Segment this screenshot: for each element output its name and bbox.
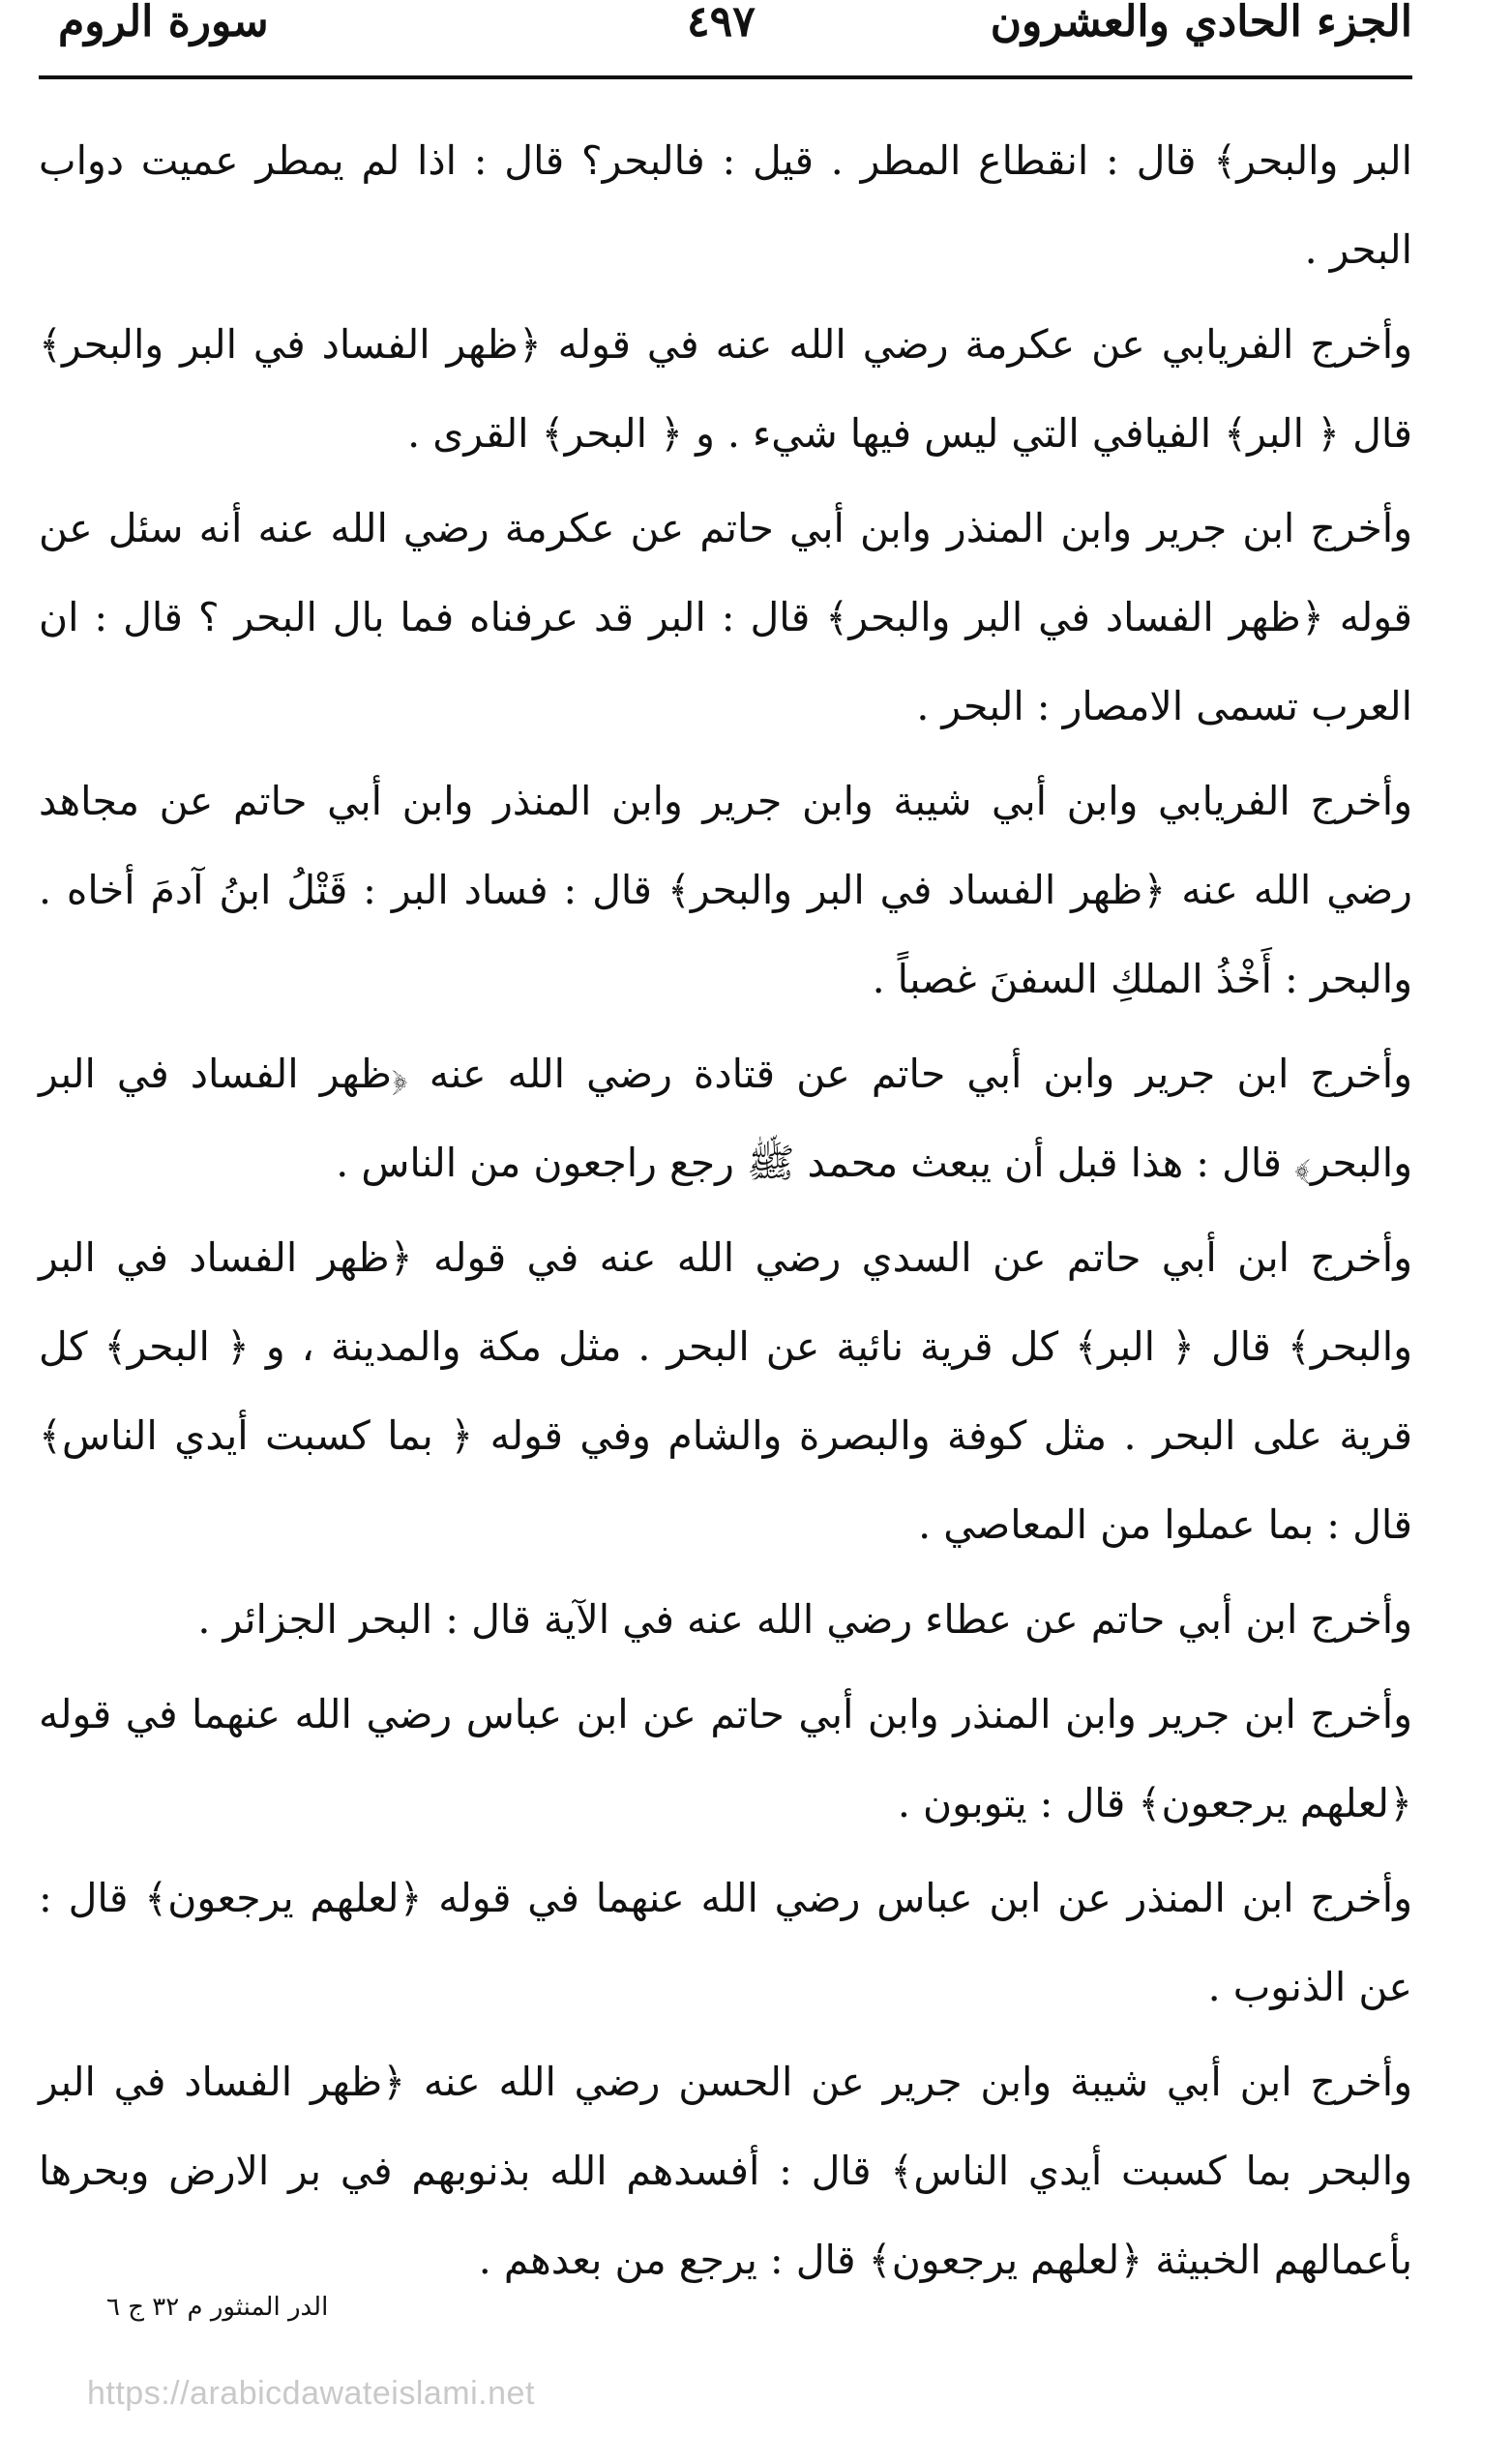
paragraph: وأخرج ابن جرير وابن أبي حاتم عن قتادة رضي الله عنه ﴿ظهر الفساد في البر والبحر﴾ قال : هذا قبل أن يبعث محمد ﷺ رجع راجعون من الناس . — [39, 1051, 1412, 1186]
paragraph: وأخرج الفريابي وابن أبي شيبة وابن جرير وابن المنذر وابن أبي حاتم عن مجاهد رضي الله عنه ﴿ظهر الفساد في البر والبحر﴾ قال : فساد البر : قَتْلُ ابنُ آدمَ أخاه . والبحر : أَخْذُ الملكِ السفنَ غصباً . — [39, 778, 1412, 1002]
paragraph: وأخرج ابن المنذر عن ابن عباس رضي الله عنهما في قوله ﴿لعلهم يرجعون﴾ قال : عن الذنوب . — [39, 1875, 1412, 2010]
surah-title: سورة الروم — [58, 0, 269, 46]
paragraph: وأخرج الفريابي عن عكرمة رضي الله عنه في قوله ﴿ظهر الفساد في البر والبحر﴾ قال ﴿ البر﴾ الفيافي التي ليس فيها شيء . و ﴿ البحر﴾ القرى . — [39, 321, 1412, 457]
paragraph: البر والبحر﴾ قال : انقطاع المطر . قيل : فالبحر؟ قال : اذا لم يمطر عميت دواب البحر . — [39, 137, 1412, 273]
page-number: ٤٩٧ — [687, 0, 756, 46]
watermark-url: https://arabicdawateislami.net — [87, 2375, 535, 2412]
paragraph: وأخرج ابن أبي حاتم عن عطاء رضي الله عنه في الآية قال : البحر الجزائر . — [197, 1596, 1412, 1643]
paragraph: وأخرج ابن جرير وابن المنذر وابن أبي حاتم عن ابن عباس رضي الله عنهما في قوله ﴿لعلهم يرجعون﴾ قال : يتوبون . — [39, 1691, 1412, 1826]
part-title: الجزء الحادي والعشرون — [990, 0, 1412, 46]
paragraph: وأخرج ابن جرير وابن المنذر وابن أبي حاتم عن عكرمة رضي الله عنه أنه سئل عن قوله ﴿ظهر الفساد في البر والبحر﴾ قال : البر قد عرفناه فما بال البحر ؟ قال : ان العرب تسمى الامصار : البحر . — [39, 505, 1412, 729]
paragraph: وأخرج ابن أبي شيبة وابن جرير عن الحسن رضي الله عنه ﴿ظهر الفساد في البر والبحر بما كسبت أيدي الناس﴾ قال : أفسدهم الله بذنوبهم في بر الارض وبحرها بأعمالهم الخبيثة ﴿لعلهم يرجعون﴾ قال : يرجع من بعدهم . — [39, 2059, 1412, 2283]
book-page — [39, 0, 1412, 2463]
header-rule — [39, 75, 1412, 79]
source-footnote: الدر المنثور م ٣٢ ج ٦ — [106, 2293, 329, 2322]
running-header — [39, 0, 1412, 75]
paragraph: وأخرج ابن أبي حاتم عن السدي رضي الله عنه في قوله ﴿ظهر الفساد في البر والبحر﴾ قال ﴿ البر﴾ كل قرية نائية عن البحر . مثل مكة والمدينة ، و ﴿ البحر﴾ كل قرية على البحر . مثل كوفة والبصرة والشام وفي قوله ﴿ بما كسبت أيدي الناس﴾ قال : بما عملوا من المعاصي . — [39, 1234, 1412, 1548]
page-body — [39, 116, 1412, 2310]
